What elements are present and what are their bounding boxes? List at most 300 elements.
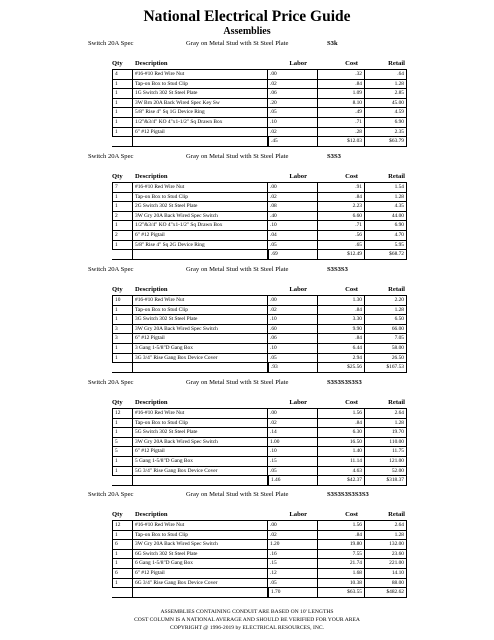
assembly-section	[0, 264, 494, 373]
section-description: Gray on Metal Stud with St Steel Plate	[186, 153, 289, 160]
table-row	[112, 296, 407, 306]
cell-cost: 21.74	[318, 559, 365, 568]
column-header-description: Description	[135, 60, 168, 67]
assembly-section	[0, 377, 494, 486]
table-row	[112, 419, 407, 429]
table-row	[112, 89, 407, 99]
cell-description: 5/8" Rise 4" Sq 2G Device Ring	[133, 241, 268, 250]
cell-qty: 5	[112, 438, 133, 447]
assembly-section	[0, 38, 494, 147]
cell-qty: 2	[112, 231, 133, 240]
total-cost: $25.56	[318, 363, 365, 372]
cell-description: 5G Switch 302 St Steel Plate	[133, 428, 268, 437]
column-header-retail: Retail	[388, 60, 405, 67]
cell-cost: .91	[318, 183, 365, 192]
cell-qty: 1	[112, 354, 133, 363]
assembly-section	[0, 151, 494, 260]
cell-qty: 6	[112, 569, 133, 578]
total-spacer-qty	[112, 137, 133, 146]
cell-retail: 52.00	[365, 467, 407, 476]
cell-cost: .71	[318, 221, 365, 230]
cell-retail: 1.28	[365, 80, 407, 89]
cell-qty: 1	[112, 315, 133, 324]
cell-labor: .02	[268, 128, 318, 137]
cell-labor: .00	[268, 521, 318, 530]
cell-qty: 1	[112, 579, 133, 588]
cell-description: 6" #12 Pigtail	[133, 128, 268, 137]
table-row	[112, 344, 407, 354]
page-title: National Electrical Price Guide	[143, 8, 351, 25]
total-spacer-description	[133, 588, 268, 597]
total-labor: .45	[268, 137, 318, 146]
cell-retail: 2.35	[365, 128, 407, 137]
cell-labor: .00	[268, 296, 318, 305]
total-labor: .69	[268, 250, 318, 259]
cell-description: 3G Switch 302 St Steel Plate	[133, 315, 268, 324]
cell-retail: 121.00	[365, 457, 407, 466]
cell-labor: 1.00	[268, 438, 318, 447]
column-header-description: Description	[135, 511, 168, 518]
column-header-cost: Cost	[345, 511, 358, 518]
cell-qty: 1	[112, 531, 133, 540]
total-retail: $68.72	[365, 250, 407, 259]
cell-description: #16-#10 Red Wire Nut	[133, 183, 268, 192]
cell-cost: .32	[318, 70, 365, 79]
cell-cost: .84	[318, 531, 365, 540]
cell-description: 1/2"&3/4" KO 4"x1-1/2" Sq Drawn Box	[133, 118, 268, 127]
assembly-table	[112, 295, 407, 373]
section-spec: Switch 20A Spec	[88, 379, 134, 386]
cell-description: 6G Switch 302 St Steel Plate	[133, 550, 268, 559]
column-headers	[0, 510, 494, 520]
section-spacer	[0, 388, 494, 398]
column-header-qty: Qty	[112, 173, 123, 180]
cell-description: 6 Gang 1-5/8"D Gang Box	[133, 559, 268, 568]
cell-retail: 14.10	[365, 569, 407, 578]
cell-labor: .14	[268, 428, 318, 437]
section-spec: Switch 20A Spec	[88, 491, 134, 498]
cell-cost: .71	[318, 118, 365, 127]
section-header	[0, 38, 494, 49]
table-row	[112, 447, 407, 457]
cell-cost: .65	[318, 241, 365, 250]
table-row	[112, 325, 407, 335]
column-header-retail: Retail	[388, 511, 405, 518]
cell-labor: .60	[268, 325, 318, 334]
column-headers	[0, 398, 494, 408]
table-row	[112, 241, 407, 251]
column-header-labor: Labor	[289, 399, 307, 406]
cell-retail: 132.00	[365, 540, 407, 549]
cell-description: 5/8" Rise 4" Sq 1G Device Ring	[133, 108, 268, 117]
assembly-section	[0, 489, 494, 598]
footer-notes	[0, 608, 494, 632]
column-header-qty: Qty	[112, 286, 123, 293]
table-row	[112, 409, 407, 419]
cell-retail: 2.85	[365, 89, 407, 98]
cell-retail: 110.00	[365, 438, 407, 447]
section-code: S3S3S3	[327, 266, 348, 273]
cell-retail: 1.28	[365, 306, 407, 315]
cell-cost: 6.60	[318, 212, 365, 221]
footer-line-conduit: ASSEMBLIES CONTAINING CONDUIT ARE BASED ON 10' LENGTHS	[160, 609, 334, 615]
section-spec: Switch 20A Spec	[88, 40, 134, 47]
section-spacer	[0, 500, 494, 510]
total-spacer-description	[133, 363, 268, 372]
cell-cost: .28	[318, 128, 365, 137]
footer-line-copyright: COPYRIGHT @ 1996-2019 by ELECTRICAL RESOURCES, INC.	[169, 625, 324, 631]
cell-retail: 66.00	[365, 325, 407, 334]
cell-qty: 5	[112, 447, 133, 456]
cell-qty: 4	[112, 70, 133, 79]
cell-retail: 5.95	[365, 241, 407, 250]
cell-description: #16-#10 Red Wire Nut	[133, 296, 268, 305]
cell-cost: 7.55	[318, 550, 365, 559]
total-row	[112, 476, 407, 486]
cell-description: #16-#10 Red Wire Nut	[133, 70, 268, 79]
column-header-qty: Qty	[112, 60, 123, 67]
cell-retail: 58.00	[365, 344, 407, 353]
section-code: S3S3S3S3S3	[327, 379, 362, 386]
column-header-labor: Labor	[289, 511, 307, 518]
cell-description: 3W Gry 20A Back Wired Spec Switch	[133, 438, 268, 447]
column-header-retail: Retail	[388, 399, 405, 406]
cell-labor: .04	[268, 231, 318, 240]
cell-description: 2G Switch 302 St Steel Plate	[133, 202, 268, 211]
cell-description: 1/2"&3/4" KO 4"x1-1/2" Sq Drawn Box	[133, 221, 268, 230]
cell-retail: 4.59	[365, 108, 407, 117]
column-header-cost: Cost	[345, 399, 358, 406]
cell-description: 3G 3/4" Rise Gang Box Device Cover	[133, 354, 268, 363]
table-row	[112, 467, 407, 477]
cell-retail: 44.00	[365, 212, 407, 221]
cell-retail: 1.28	[365, 419, 407, 428]
assembly-table	[112, 408, 407, 486]
cell-qty: 10	[112, 296, 133, 305]
assembly-table	[112, 520, 407, 598]
cell-retail: 88.00	[365, 579, 407, 588]
cell-cost: 1.68	[318, 569, 365, 578]
cell-cost: 4.63	[318, 467, 365, 476]
cell-retail: 2.64	[365, 409, 407, 418]
column-header-cost: Cost	[345, 173, 358, 180]
cell-cost: .84	[318, 334, 365, 343]
cell-labor: .02	[268, 193, 318, 202]
cell-cost: 11.14	[318, 457, 365, 466]
total-retail: $63.79	[365, 137, 407, 146]
section-spacer	[0, 275, 494, 285]
table-row	[112, 202, 407, 212]
assembly-table	[112, 182, 407, 260]
cell-qty: 1	[112, 457, 133, 466]
cell-retail: 11.75	[365, 447, 407, 456]
cell-description: 6G 3/4" Rise Gang Box Device Cover	[133, 579, 268, 588]
section-header	[0, 264, 494, 275]
cell-labor: 1.20	[268, 540, 318, 549]
cell-qty: 1	[112, 241, 133, 250]
column-header-description: Description	[135, 399, 168, 406]
footer-line-cost: COST COLUMN IS A NATIONAL AVERAGE AND SHOULD BE VERIFIED FOR YOUR AREA	[134, 617, 360, 623]
cell-qty: 1	[112, 344, 133, 353]
cell-cost: 16.50	[318, 438, 365, 447]
cell-description: 1G Switch 302 St Steel Plate	[133, 89, 268, 98]
cell-cost: .49	[318, 108, 365, 117]
column-header-description: Description	[135, 173, 168, 180]
table-row	[112, 559, 407, 569]
section-spec: Switch 20A Spec	[88, 266, 134, 273]
cell-qty: 1	[112, 108, 133, 117]
cell-description: Tap-on Box to Stud Clip	[133, 419, 268, 428]
section-code: S3S3S3S3S3S3	[327, 491, 369, 498]
cell-cost: 2.23	[318, 202, 365, 211]
cell-labor: .10	[268, 118, 318, 127]
cell-qty: 1	[112, 193, 133, 202]
total-spacer-qty	[112, 588, 133, 597]
column-header-retail: Retail	[388, 286, 405, 293]
table-row	[112, 428, 407, 438]
cell-labor: .05	[268, 354, 318, 363]
cell-description: Tap-on Box to Stud Clip	[133, 531, 268, 540]
section-description: Gray on Metal Stud with St Steel Plate	[186, 40, 289, 47]
table-row	[112, 579, 407, 589]
cell-description: 3W Gry 20A Back Wired Spec Switch	[133, 212, 268, 221]
cell-cost: 2.94	[318, 354, 365, 363]
cell-description: Tap-on Box to Stud Clip	[133, 306, 268, 315]
cell-retail: 6.90	[365, 118, 407, 127]
table-row	[112, 128, 407, 138]
column-header-cost: Cost	[345, 286, 358, 293]
cell-labor: .02	[268, 419, 318, 428]
column-header-retail: Retail	[388, 173, 405, 180]
table-row	[112, 183, 407, 193]
cell-labor: .12	[268, 569, 318, 578]
cell-labor: .00	[268, 183, 318, 192]
cell-cost: .84	[318, 80, 365, 89]
cell-qty: 1	[112, 80, 133, 89]
cell-labor: .02	[268, 306, 318, 315]
cell-labor: .06	[268, 334, 318, 343]
column-header-labor: Labor	[289, 60, 307, 67]
cell-retail: 4.35	[365, 202, 407, 211]
cell-labor: .40	[268, 212, 318, 221]
cell-description: 6" #12 Pigtail	[133, 569, 268, 578]
cell-qty: 6	[112, 540, 133, 549]
cell-qty: 2	[112, 212, 133, 221]
total-cost: $42.37	[318, 476, 365, 485]
total-spacer-description	[133, 137, 268, 146]
cell-labor: .05	[268, 579, 318, 588]
cell-labor: .00	[268, 70, 318, 79]
section-spec: Switch 20A Spec	[88, 153, 134, 160]
table-row	[112, 221, 407, 231]
cell-retail: 1.54	[365, 183, 407, 192]
cell-retail: 2.64	[365, 521, 407, 530]
cell-description: 5 Gang 1-5/8"D Gang Box	[133, 457, 268, 466]
cell-description: 5G 3/4" Rise Gang Box Device Cover	[133, 467, 268, 476]
section-spacer	[0, 49, 494, 59]
table-row	[112, 457, 407, 467]
cell-labor: .05	[268, 108, 318, 117]
cell-description: 3W Brn 20A Back Wired Spec Key Sw	[133, 99, 268, 108]
cell-retail: 6.90	[365, 221, 407, 230]
section-description: Gray on Metal Stud with St Steel Plate	[186, 266, 289, 273]
cell-labor: .16	[268, 550, 318, 559]
total-cost: $63.55	[318, 588, 365, 597]
cell-retail: 1.28	[365, 531, 407, 540]
cell-cost: 19.80	[318, 540, 365, 549]
cell-qty: 3	[112, 325, 133, 334]
section-spacer	[0, 162, 494, 172]
total-spacer-qty	[112, 363, 133, 372]
cell-description: Tap-on Box to Stud Clip	[133, 80, 268, 89]
section-description: Gray on Metal Stud with St Steel Plate	[186, 379, 289, 386]
cell-cost: .84	[318, 419, 365, 428]
cell-labor: .10	[268, 221, 318, 230]
cell-retail: 7.05	[365, 334, 407, 343]
column-headers	[0, 285, 494, 295]
cell-qty: 1	[112, 467, 133, 476]
cell-labor: .05	[268, 467, 318, 476]
cell-qty: 1	[112, 202, 133, 211]
cell-cost: .84	[318, 306, 365, 315]
cell-qty: 1	[112, 128, 133, 137]
cell-qty: 1	[112, 99, 133, 108]
total-spacer-description	[133, 250, 268, 259]
cell-qty: 1	[112, 221, 133, 230]
total-spacer-description	[133, 476, 268, 485]
cell-qty: 12	[112, 521, 133, 530]
table-row	[112, 70, 407, 80]
cell-qty: 1	[112, 550, 133, 559]
cell-description: Tap-on Box to Stud Clip	[133, 193, 268, 202]
column-header-labor: Labor	[289, 286, 307, 293]
cell-qty: 3	[112, 334, 133, 343]
table-row	[112, 531, 407, 541]
cell-qty: 1	[112, 559, 133, 568]
cell-cost: .56	[318, 231, 365, 240]
total-labor: .93	[268, 363, 318, 372]
cell-cost: .84	[318, 193, 365, 202]
cell-description: 3 Gang 1-5/8"D Gang Box	[133, 344, 268, 353]
cell-retail: 26.50	[365, 354, 407, 363]
cell-cost: 1.56	[318, 409, 365, 418]
cell-qty: 12	[112, 409, 133, 418]
table-row	[112, 231, 407, 241]
section-description: Gray on Metal Stud with St Steel Plate	[186, 491, 289, 498]
table-row	[112, 438, 407, 448]
cell-qty: 1	[112, 306, 133, 315]
cell-description: 6" #12 Pigtail	[133, 447, 268, 456]
total-row	[112, 588, 407, 598]
cell-labor: .05	[268, 241, 318, 250]
table-row	[112, 521, 407, 531]
cell-retail: 23.60	[365, 550, 407, 559]
cell-qty: 7	[112, 183, 133, 192]
column-header-qty: Qty	[112, 399, 123, 406]
cell-labor: .00	[268, 409, 318, 418]
cell-retail: .64	[365, 70, 407, 79]
cell-labor: .10	[268, 344, 318, 353]
cell-cost: 3.30	[318, 315, 365, 324]
cell-retail: 45.00	[365, 99, 407, 108]
column-headers	[0, 59, 494, 69]
total-cost: $12.49	[318, 250, 365, 259]
cell-cost: 1.56	[318, 521, 365, 530]
table-row	[112, 315, 407, 325]
cell-description: #16-#10 Red Wire Nut	[133, 409, 268, 418]
table-row	[112, 540, 407, 550]
total-cost: $12.03	[318, 137, 365, 146]
total-spacer-qty	[112, 476, 133, 485]
cell-cost: 6.44	[318, 344, 365, 353]
total-labor: 1.46	[268, 476, 318, 485]
cell-labor: .10	[268, 447, 318, 456]
cell-retail: 6.50	[365, 315, 407, 324]
table-row	[112, 193, 407, 203]
total-retail: $318.37	[365, 476, 407, 485]
assembly-table	[112, 69, 407, 147]
cell-labor: .02	[268, 80, 318, 89]
cell-labor: .15	[268, 559, 318, 568]
section-code: S3S3	[327, 153, 341, 160]
cell-cost: 1.30	[318, 296, 365, 305]
cell-description: 6" #12 Pigtail	[133, 231, 268, 240]
total-row	[112, 363, 407, 373]
cell-labor: .15	[268, 457, 318, 466]
cell-qty: 1	[112, 89, 133, 98]
total-retail: $167.53	[365, 363, 407, 372]
column-header-labor: Labor	[289, 173, 307, 180]
column-header-cost: Cost	[345, 60, 358, 67]
cell-description: 3W Gry 20A Back Wired Spec Switch	[133, 540, 268, 549]
cell-retail: 221.00	[365, 559, 407, 568]
cell-description: 3W Gry 20A Back Wired Spec Switch	[133, 325, 268, 334]
section-header	[0, 377, 494, 388]
table-row	[112, 550, 407, 560]
table-row	[112, 306, 407, 316]
cell-labor: .10	[268, 315, 318, 324]
cell-cost: 6.30	[318, 428, 365, 437]
table-row	[112, 354, 407, 364]
cell-qty: 1	[112, 419, 133, 428]
cell-cost: 9.90	[318, 325, 365, 334]
cell-labor: .02	[268, 531, 318, 540]
cell-cost: 10.38	[318, 579, 365, 588]
section-header	[0, 151, 494, 162]
cell-labor: .08	[268, 202, 318, 211]
table-row	[112, 569, 407, 579]
cell-qty: 1	[112, 428, 133, 437]
column-headers	[0, 172, 494, 182]
cell-retail: 2.20	[365, 296, 407, 305]
section-code: S3k	[327, 40, 338, 47]
table-row	[112, 99, 407, 109]
cell-qty: 1	[112, 118, 133, 127]
table-row	[112, 118, 407, 128]
cell-retail: 4.70	[365, 231, 407, 240]
total-labor: 1.70	[268, 588, 318, 597]
cell-description: 6" #12 Pigtail	[133, 334, 268, 343]
total-spacer-qty	[112, 250, 133, 259]
column-header-qty: Qty	[112, 511, 123, 518]
cell-description: #16-#10 Red Wire Nut	[133, 521, 268, 530]
cell-labor: .06	[268, 89, 318, 98]
total-row	[112, 250, 407, 260]
column-header-description: Description	[135, 286, 168, 293]
cell-retail: 1.28	[365, 193, 407, 202]
page-subtitle: Assemblies	[223, 26, 271, 37]
cell-cost: 1.09	[318, 89, 365, 98]
